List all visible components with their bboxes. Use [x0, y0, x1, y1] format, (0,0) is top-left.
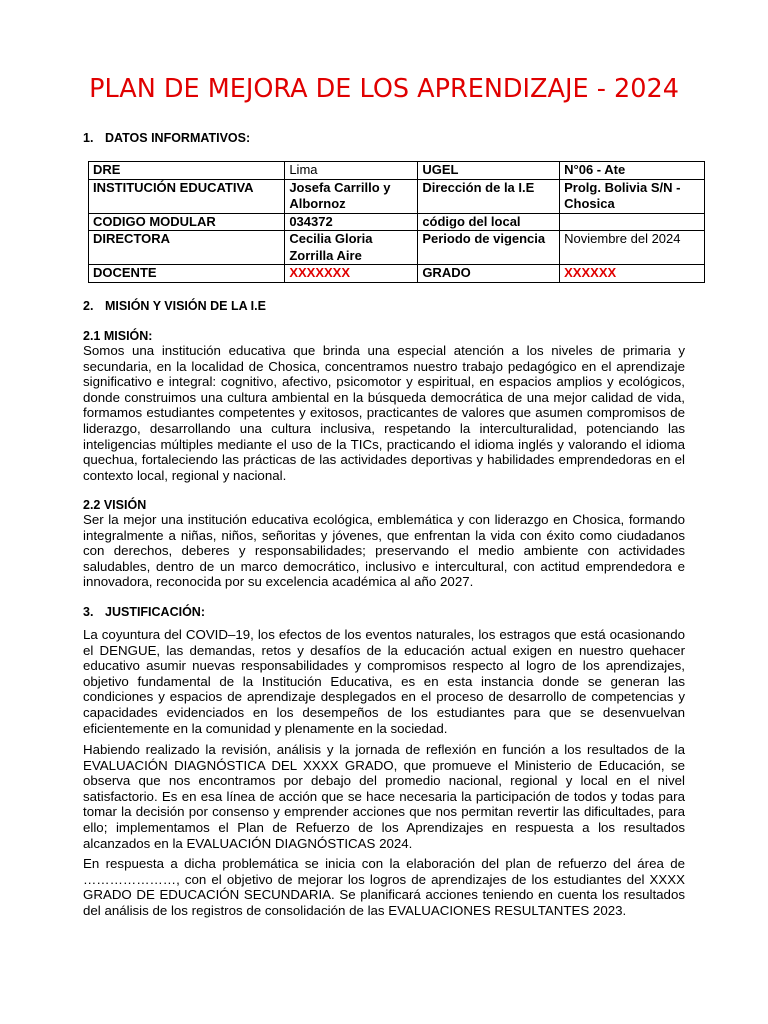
codigo-modular-label: CODIGO MODULAR	[89, 213, 285, 231]
ugel-value: N°06 - Ate	[560, 162, 705, 180]
section-number: 2.	[83, 299, 94, 313]
justificacion-paragraph-2: Habiendo realizado la revisión, análisis y la jornada de reflexión en función a los resultados de la EVALUACIÓN DIAGNÓSTICA DEL XXXX GRADO, que promueve el Ministerio de Educación, se observa que nos encontramos por debajo del promedio nacional, regional y local en el nivel satisfactorio. Es en esa línea de acción que se hace necesaria la participación de todos y todas para tomar la decisión por consenso y emprender acciones que nos permitan revertir las dificultades, para ello; implementamos el Plan de Refuerzo de los Aprendizajes en respuesta a los resultados alcanzados en la EVALUACIÓN DIAGNÓSTICAS 2024.	[83, 742, 685, 851]
section-1-heading	[83, 131, 250, 145]
section-number: 1.	[83, 131, 94, 145]
section-title: DATOS INFORMATIVOS:	[105, 131, 251, 145]
justificacion-paragraph-1: La coyuntura del COVID–19, los efectos de los eventos naturales, los estragos que está ocasionando el DENGUE, las demandas, retos y desafíos de la educación actual exigen en nuestro quehacer educativo asumir nuevas responsabilidades y compromisos respecto al logro de los aprendizajes, objetivo fundamental de la Institución Educativa, es en esta instancia donde se generan las condiciones y espacios de aprendizaje desplegados en el proceso de desarrollo de competencias y capacidades evidenciados en los desempeños de los estudiantes para que se desenvuelvan eficientemente en la comunidad y plenamente en la sociedad.	[83, 627, 685, 736]
vision-text: Ser la mejor una institución educativa ecológica, emblemática y con liderazgo en Chosica, formando integralmente a niñas, niños, señoritas y jóvenes, que enfrentan la vida con éxito como ciudadanos con derechos, deberes y responsabilidades; preservando el medio ambiente con actividades saludables, dentro de un marco democrático, inclusivo e intercultural, con actitud emprendedora e innovadora, reconocida por su excelencia académica al año 2027.	[83, 512, 685, 590]
institucion-label: INSTITUCIÓN EDUCATIVA	[89, 179, 285, 213]
document-title: PLAN DE MEJORA DE LOS APRENDIZAJE - 2024	[89, 74, 679, 104]
codigo-local-label: código del local	[418, 213, 560, 231]
docente-value: XXXXXXX	[285, 265, 418, 283]
table-row	[89, 162, 705, 180]
section-2-heading	[83, 299, 266, 313]
direccion-label: Dirección de la I.E	[418, 179, 560, 213]
section-title: MISIÓN Y VISIÓN DE LA I.E	[105, 299, 266, 313]
datos-informativos-table	[88, 161, 705, 283]
periodo-value: Noviembre del 2024	[560, 231, 705, 265]
directora-label: DIRECTORA	[89, 231, 285, 265]
periodo-label: Periodo de vigencia	[418, 231, 560, 265]
vision-heading: 2.2 VISIÓN	[83, 498, 147, 512]
section-number: 3.	[83, 605, 94, 619]
dre-label: DRE	[89, 162, 285, 180]
direccion-value: Prolg. Bolivia S/N - Chosica	[560, 179, 705, 213]
codigo-local-value	[560, 213, 705, 231]
mision-text: Somos una institución educativa que brinda una especial atención a los niveles de primaria y secundaria, en la localidad de Chosica, concentramos nuestro trabajo pedagógico en el aprendizaje significativo e integral: cognitivo, afectivo, psicomotor y espiritual, en espacios amplios y ecológicos, donde construimos una cultura ambiental en la búsqueda democrática de una mejor calidad de vida, formamos estudiantes competentes y exitosos, practicantes de valores que asumen compromisos de liderazgo, desarrollando una cultura inclusiva, respetando la interculturalidad, potenciando las inteligencias múltiples mediante el uso de la TICs, practicando el idioma inglés y valorando el idioma quechua, fortaleciendo las prácticas de las actividades deportivas y habilidades emprendedoras en el contexto local, regional y nacional.	[83, 343, 685, 483]
table-row	[89, 213, 705, 231]
justificacion-paragraph-3: En respuesta a dicha problemática se inicia con la elaboración del plan de refuerzo del área de …………………, con el objetivo de mejorar los logros de aprendizajes de los estudiantes del XXXX GRADO DE EDUCACIÓN SECUNDARIA. Se planificará acciones teniendo en cuenta los resultados del análisis de los registros de consolidación de las EVALUACIONES RESULTANTES 2023.	[83, 856, 685, 918]
section-title: JUSTIFICACIÓN:	[105, 605, 205, 619]
table-row	[89, 231, 705, 265]
ugel-label: UGEL	[418, 162, 560, 180]
directora-value: Cecilia Gloria Zorrilla Aire	[285, 231, 418, 265]
dre-value: Lima	[285, 162, 418, 180]
table-row	[89, 179, 705, 213]
grado-value: XXXXXX	[560, 265, 705, 283]
grado-label: GRADO	[418, 265, 560, 283]
institucion-value: Josefa Carrillo y Albornoz	[285, 179, 418, 213]
mision-heading: 2.1 MISIÓN:	[83, 329, 153, 343]
table-row	[89, 265, 705, 283]
codigo-modular-value: 034372	[285, 213, 418, 231]
section-3-heading	[83, 605, 205, 619]
docente-label: DOCENTE	[89, 265, 285, 283]
